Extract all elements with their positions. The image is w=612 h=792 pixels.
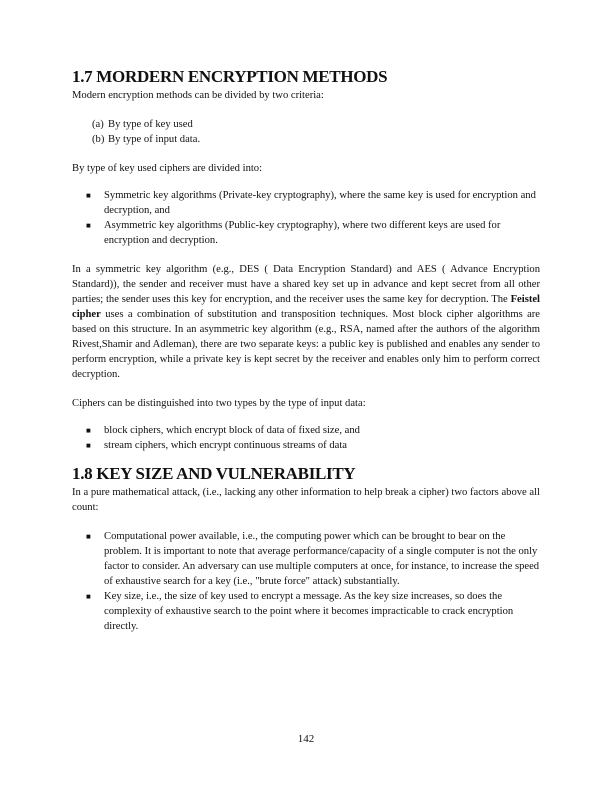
bullet-icon: ■ bbox=[86, 592, 91, 601]
list-item-text: Key size, i.e., the size of key used to encrypt a message. As the key size increases, so does the complexity of exhaustive search to the point where it becomes impracticable to crack encryption directly. bbox=[104, 591, 514, 632]
feistel-cipher-term: Feistel cipher bbox=[72, 294, 540, 320]
bullet-icon: ■ bbox=[86, 191, 91, 200]
list-marker: (a) bbox=[92, 119, 104, 130]
bullet-icon: ■ bbox=[86, 532, 91, 541]
section-heading-modern-encryption: 1.7 MORDERN ENCRYPTION METHODS bbox=[72, 67, 388, 86]
list-item bbox=[92, 117, 540, 132]
list-item-text: By type of input data. bbox=[108, 134, 201, 145]
bullet-icon: ■ bbox=[86, 221, 91, 230]
criteria-list bbox=[92, 117, 540, 147]
list-item bbox=[86, 529, 540, 589]
symmetric-asymmetric-paragraph bbox=[72, 262, 540, 382]
key-type-intro: By type of key used ciphers are divided into: bbox=[72, 163, 263, 174]
page-number: 142 bbox=[297, 733, 315, 745]
list-item-text: Computational power available, i.e., the computing power which can be brought to bear on the problem. It is important to note that average performance/capacity of a single computer is not the only factor to consider. An adversary can use multiple computers at once, for instance, to increase the speed of exhaustive search for a key (i.e., "brute force" attack) substantially. bbox=[104, 531, 540, 587]
bullet-icon: ■ bbox=[86, 441, 91, 450]
list-item bbox=[92, 132, 540, 147]
list-marker: (b) bbox=[92, 134, 105, 145]
key-size-intro: In a pure mathematical attack, (i.e., lacking any other information to help break a cipher) two factors above all count: bbox=[72, 487, 540, 513]
key-type-list bbox=[86, 188, 540, 248]
bullet-icon: ■ bbox=[86, 426, 91, 435]
paragraph-text: In a symmetric key algorithm (e.g., DES ( Data Encryption Standard) and AES ( Advance Encryption Standard)), the sender and receiver must have a shared key set up in advance and kept secret from all other parties; the sender uses this key for encryption, and the receiver uses the same key for decryption. The bbox=[72, 264, 540, 305]
list-item-text: By type of key used bbox=[108, 119, 193, 130]
input-type-intro: Ciphers can be distinguished into two types by the type of input data: bbox=[72, 398, 366, 409]
input-type-list bbox=[86, 423, 540, 453]
section-heading-key-size: 1.8 KEY SIZE AND VULNERABILITY bbox=[72, 464, 356, 483]
list-item bbox=[86, 438, 540, 453]
list-item bbox=[86, 589, 540, 634]
list-item-text: block ciphers, which encrypt block of data of fixed size, and bbox=[104, 425, 360, 436]
factor-list bbox=[86, 529, 540, 634]
page-body bbox=[72, 66, 540, 634]
list-item-text: Symmetric key algorithms (Private-key cryptography), where the same key is used for encryption and decryption, and bbox=[104, 190, 536, 216]
intro-paragraph: Modern encryption methods can be divided by two criteria: bbox=[72, 90, 324, 101]
list-item bbox=[86, 188, 540, 218]
list-item-text: stream ciphers, which encrypt continuous streams of data bbox=[104, 440, 347, 451]
list-item bbox=[86, 423, 540, 438]
list-item bbox=[86, 218, 540, 248]
list-item-text: Asymmetric key algorithms (Public-key cryptography), where two different keys are used for encryption and decryption. bbox=[104, 220, 501, 246]
paragraph-text: uses a combination of substitution and transposition techniques. Most block cipher algorithms are based on this structure. In an asymmetric key algorithm (e.g., RSA, named after the authors of the algorithm Rivest,Shamir and Adleman), there are two separate keys: a public key is published and enables any sender to perform encryption, while a private key is kept secret by the receiver and enables only him to perform correct decryption. bbox=[72, 309, 541, 380]
